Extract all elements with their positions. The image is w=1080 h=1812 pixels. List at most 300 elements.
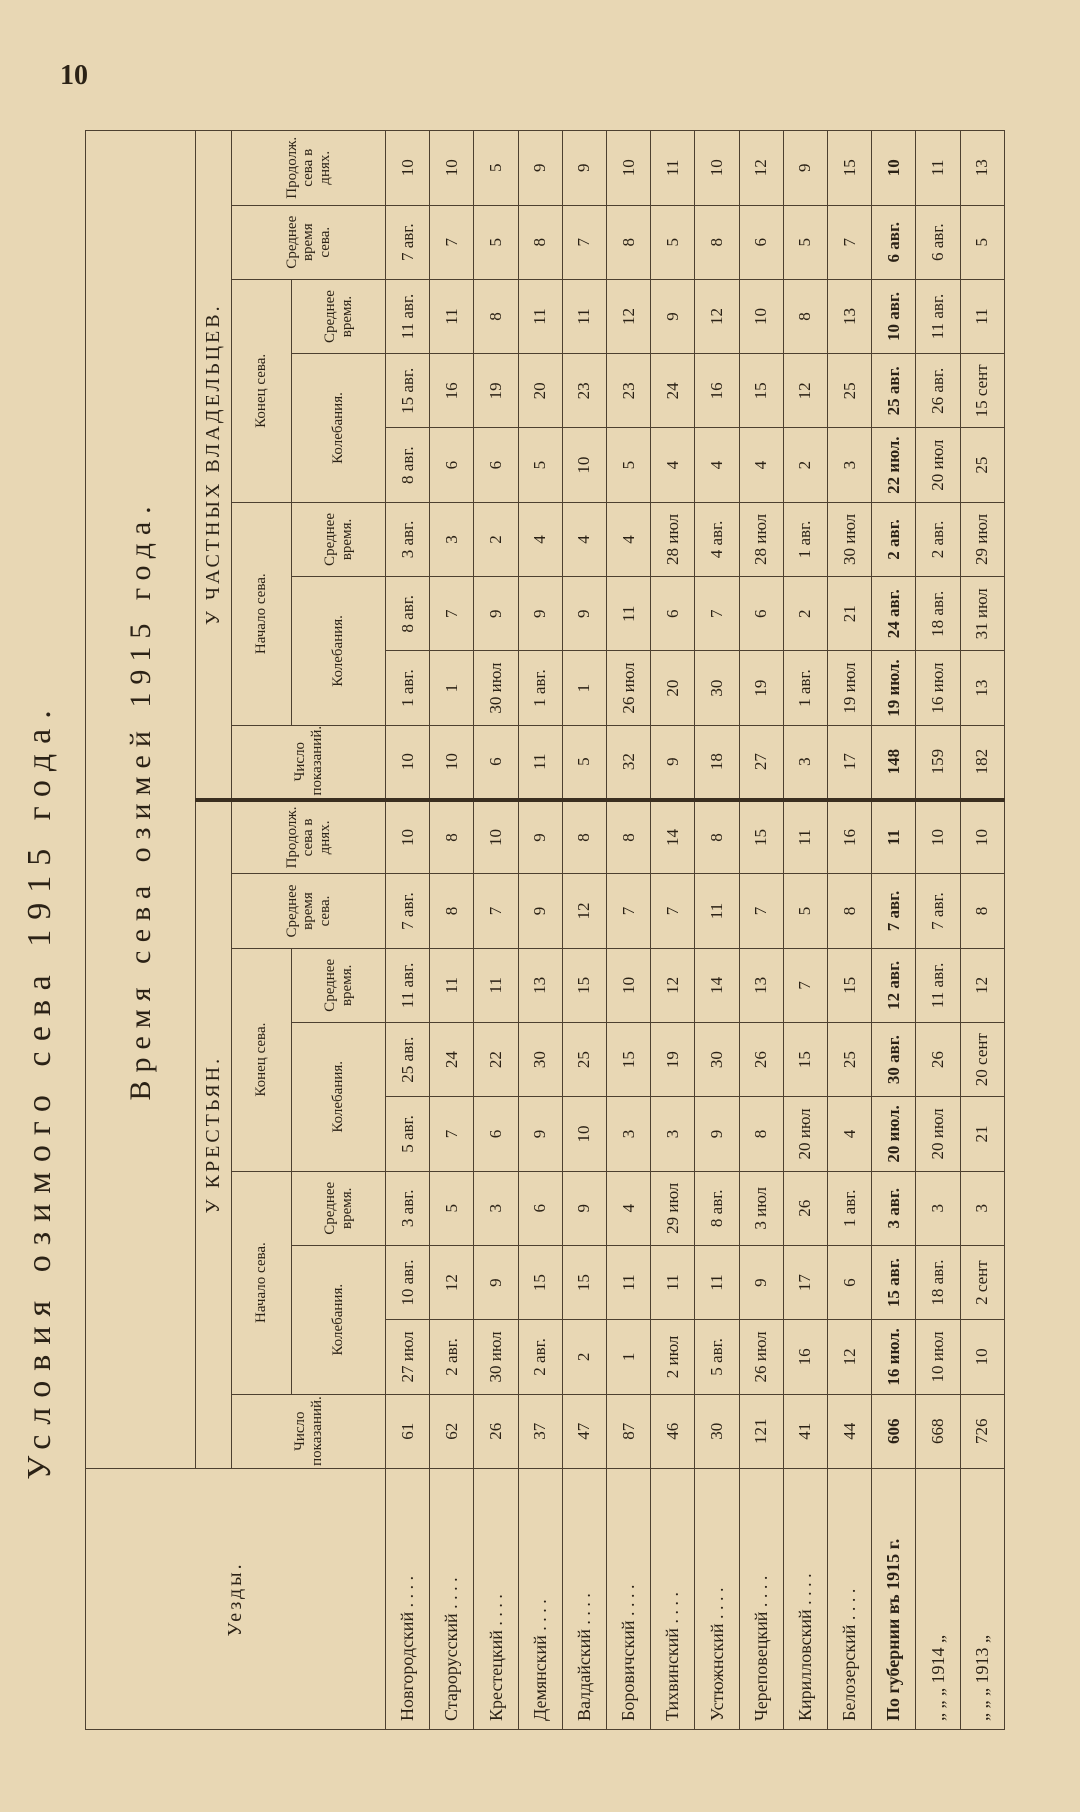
private-cell: 23 xyxy=(562,354,606,428)
private-cell: 6 xyxy=(739,205,783,279)
v-end-avg: Среднее время. xyxy=(292,279,386,353)
private-cell: 3 xyxy=(430,502,474,576)
peasant-cell: 2 авг. xyxy=(430,1320,474,1394)
private-cell: 8 xyxy=(474,279,518,353)
peasant-cell: 30 июл xyxy=(474,1320,518,1394)
private-cell: 10 авг. xyxy=(872,279,916,353)
private-cell: 31 июл xyxy=(960,577,1004,651)
private-cell: 8 xyxy=(783,279,827,353)
private-cell: 20 июл xyxy=(916,428,960,502)
private-cell: 10 xyxy=(386,725,430,799)
peasant-cell: 5 авг. xyxy=(695,1320,739,1394)
peasant-cell: 29 июл xyxy=(651,1171,695,1245)
peasant-cell: 41 xyxy=(783,1394,827,1468)
private-cell: 5 xyxy=(518,428,562,502)
peasant-cell: 7 xyxy=(607,874,651,948)
private-cell: 3 xyxy=(828,428,872,502)
private-cell: 29 июл xyxy=(960,502,1004,576)
private-cell: 4 xyxy=(695,428,739,502)
peasant-cell: 7 xyxy=(430,1097,474,1171)
peasant-cell: 2 xyxy=(562,1320,606,1394)
peasant-cell: 8 xyxy=(828,874,872,948)
peasants-header: У КРЕСТЬЯН. xyxy=(196,800,232,1469)
peasant-cell: 8 xyxy=(695,800,739,874)
private-cell: 182 xyxy=(960,725,1004,799)
private-cell: 11 xyxy=(430,279,474,353)
peasant-cell: 15 xyxy=(562,1245,606,1319)
private-cell: 1 авг. xyxy=(518,651,562,725)
peasant-cell: 10 xyxy=(960,1320,1004,1394)
peasant-cell: 12 xyxy=(562,874,606,948)
peasant-cell: 15 xyxy=(783,1022,827,1096)
table-body xyxy=(386,131,1005,1730)
peasant-cell: 5 xyxy=(783,874,827,948)
district-name: „ „ „ 1914 „ xyxy=(916,1468,960,1729)
private-header: У ЧАСТНЫХ ВЛАДЕЛЬЦЕВ. xyxy=(196,131,232,800)
private-cell: 8 xyxy=(518,205,562,279)
table-row xyxy=(430,131,474,1730)
private-cell: 24 авг. xyxy=(872,577,916,651)
private-cell: 7 xyxy=(430,577,474,651)
p-end-avg: Среднее время. xyxy=(292,948,386,1022)
district-name: Боровичский . . . . xyxy=(607,1468,651,1729)
peasant-cell: 6 xyxy=(518,1171,562,1245)
peasant-cell: 3 xyxy=(960,1171,1004,1245)
table-row xyxy=(651,131,695,1730)
private-cell: 15 сент xyxy=(960,354,1004,428)
private-cell: 9 xyxy=(474,577,518,651)
table-frame xyxy=(85,130,1005,1730)
peasant-cell: 12 xyxy=(651,948,695,1022)
peasant-cell: 9 xyxy=(695,1097,739,1171)
private-cell: 20 xyxy=(518,354,562,428)
private-cell: 9 xyxy=(562,577,606,651)
table-row xyxy=(562,131,606,1730)
peasant-cell: 5 xyxy=(430,1171,474,1245)
peasant-cell: 11 xyxy=(695,1245,739,1319)
peasant-cell: 20 июл xyxy=(916,1097,960,1171)
peasant-cell: 6 xyxy=(828,1245,872,1319)
p-start-fluct: Колебания. xyxy=(292,1245,386,1394)
peasant-cell: 726 xyxy=(960,1394,1004,1468)
table-row xyxy=(386,131,430,1730)
district-name: Валдайский . . . . xyxy=(562,1468,606,1729)
peasant-cell: 10 авг. xyxy=(386,1245,430,1319)
peasant-cell: 7 авг. xyxy=(916,874,960,948)
peasant-cell: 1 авг. xyxy=(828,1171,872,1245)
peasant-cell: 9 xyxy=(562,1171,606,1245)
p-start-header: Начало сева. xyxy=(232,1171,292,1394)
v-avg-sow-header: Среднее время сева. xyxy=(232,205,386,279)
peasant-cell: 3 xyxy=(474,1171,518,1245)
private-cell: 28 июл xyxy=(739,502,783,576)
private-cell: 18 авг. xyxy=(916,577,960,651)
peasant-cell: 15 xyxy=(828,948,872,1022)
peasant-cell: 25 xyxy=(828,1022,872,1096)
private-cell: 3 авг. xyxy=(386,502,430,576)
peasant-cell: 11 авг. xyxy=(916,948,960,1022)
peasant-cell: 6 xyxy=(474,1097,518,1171)
private-cell: 148 xyxy=(872,725,916,799)
peasant-cell: 9 xyxy=(518,874,562,948)
private-cell: 11 авг. xyxy=(916,279,960,353)
peasant-cell: 8 авг. xyxy=(695,1171,739,1245)
main-header: Время сева озимей 1915 года. xyxy=(86,131,196,1469)
peasant-cell: 15 xyxy=(562,948,606,1022)
peasant-cell: 3 авг. xyxy=(872,1171,916,1245)
peasant-cell: 11 xyxy=(430,948,474,1022)
private-cell: 4 xyxy=(739,428,783,502)
private-cell: 30 июл xyxy=(828,502,872,576)
peasant-cell: 11 xyxy=(474,948,518,1022)
private-cell: 17 xyxy=(828,725,872,799)
peasant-cell: 37 xyxy=(518,1394,562,1468)
v-count-header: Число показаний. xyxy=(232,725,386,799)
peasant-cell: 44 xyxy=(828,1394,872,1468)
private-cell: 1 авг. xyxy=(386,651,430,725)
peasant-cell: 13 xyxy=(518,948,562,1022)
private-cell: 9 xyxy=(518,131,562,206)
p-end-header: Конец сева. xyxy=(232,948,292,1171)
private-cell: 10 xyxy=(695,131,739,206)
private-cell: 30 июл xyxy=(474,651,518,725)
peasant-cell: 20 июл xyxy=(783,1097,827,1171)
private-cell: 1 xyxy=(562,651,606,725)
peasant-cell: 16 июл. xyxy=(872,1320,916,1394)
table-row xyxy=(518,131,562,1730)
private-cell: 5 xyxy=(474,131,518,206)
peasant-cell: 4 xyxy=(607,1171,651,1245)
private-cell: 6 xyxy=(474,428,518,502)
peasant-cell: 10 xyxy=(474,800,518,874)
private-cell: 9 xyxy=(518,577,562,651)
private-cell: 7 xyxy=(828,205,872,279)
peasant-cell: 7 xyxy=(651,874,695,948)
peasant-cell: 25 авг. xyxy=(386,1022,430,1096)
rotated-table-wrap xyxy=(85,130,1005,1730)
peasant-cell: 12 авг. xyxy=(872,948,916,1022)
table-row xyxy=(739,131,783,1730)
peasant-cell: 10 июл xyxy=(916,1320,960,1394)
private-cell: 10 xyxy=(430,725,474,799)
private-cell: 13 xyxy=(828,279,872,353)
district-name: Крестецкий . . . . xyxy=(474,1468,518,1729)
private-cell: 23 xyxy=(607,354,651,428)
private-cell: 8 xyxy=(607,205,651,279)
district-name: Кирилловский . . . . xyxy=(783,1468,827,1729)
v-days-header: Продолж. сева в днях. xyxy=(232,131,386,206)
private-cell: 18 xyxy=(695,725,739,799)
peasant-cell: 26 июл xyxy=(739,1320,783,1394)
private-cell: 4 xyxy=(607,502,651,576)
private-cell: 1 xyxy=(430,651,474,725)
p-count-header: Число показаний. xyxy=(232,1394,386,1468)
private-cell: 19 xyxy=(474,354,518,428)
private-cell: 20 xyxy=(651,651,695,725)
private-cell: 5 xyxy=(651,205,695,279)
private-cell: 1 авг. xyxy=(783,651,827,725)
district-name: „ „ „ 1913 „ xyxy=(960,1468,1004,1729)
district-name: Устюжнский . . . . xyxy=(695,1468,739,1729)
table-row xyxy=(695,131,739,1730)
peasant-cell: 7 авг. xyxy=(386,874,430,948)
peasant-cell: 3 xyxy=(607,1097,651,1171)
peasant-cell: 8 xyxy=(562,800,606,874)
private-cell: 2 xyxy=(474,502,518,576)
district-name: Белозерский . . . . xyxy=(828,1468,872,1729)
private-cell: 32 xyxy=(607,725,651,799)
private-cell: 4 xyxy=(562,502,606,576)
private-cell: 12 xyxy=(783,354,827,428)
peasant-cell: 12 xyxy=(960,948,1004,1022)
p-start-avg: Среднее время. xyxy=(292,1171,386,1245)
district-name: Старорусский . . . . xyxy=(430,1468,474,1729)
peasant-cell: 20 сент xyxy=(960,1022,1004,1096)
peasant-cell: 11 xyxy=(607,1245,651,1319)
private-cell: 12 xyxy=(739,131,783,206)
peasant-cell: 30 xyxy=(518,1022,562,1096)
private-cell: 2 xyxy=(783,577,827,651)
peasant-cell: 7 авг. xyxy=(872,874,916,948)
district-name: Тихвинский . . . . xyxy=(651,1468,695,1729)
peasant-cell: 2 сент xyxy=(960,1245,1004,1319)
v-end-header: Конец сева. xyxy=(232,279,292,502)
peasant-cell: 15 xyxy=(607,1022,651,1096)
v-start-fluct: Колебания. xyxy=(292,577,386,726)
private-cell: 7 xyxy=(562,205,606,279)
private-cell: 15 xyxy=(828,131,872,206)
p-days-header: Продолж. сева в днях. xyxy=(232,800,386,874)
peasant-cell: 27 июл xyxy=(386,1320,430,1394)
peasant-cell: 8 xyxy=(430,874,474,948)
peasant-cell: 3 xyxy=(916,1171,960,1245)
private-cell: 2 авг. xyxy=(916,502,960,576)
table-row xyxy=(916,131,960,1730)
private-cell: 10 xyxy=(872,131,916,206)
peasant-cell: 24 xyxy=(430,1022,474,1096)
peasant-cell: 15 xyxy=(739,800,783,874)
private-cell: 8 xyxy=(695,205,739,279)
peasant-cell: 7 xyxy=(474,874,518,948)
peasant-cell: 10 xyxy=(916,800,960,874)
private-cell: 4 авг. xyxy=(695,502,739,576)
private-cell: 6 авг. xyxy=(872,205,916,279)
private-cell: 6 xyxy=(739,577,783,651)
private-cell: 3 xyxy=(783,725,827,799)
private-cell: 25 xyxy=(828,354,872,428)
private-cell: 6 авг. xyxy=(916,205,960,279)
side-title-text: Условия озимого сева 1915 года. xyxy=(21,700,58,1480)
private-cell: 7 авг. xyxy=(386,205,430,279)
private-cell: 9 xyxy=(783,131,827,206)
private-cell: 5 xyxy=(562,725,606,799)
peasant-cell: 11 xyxy=(783,800,827,874)
peasant-cell: 8 xyxy=(739,1097,783,1171)
peasant-cell: 11 xyxy=(695,874,739,948)
private-cell: 25 xyxy=(960,428,1004,502)
private-cell: 19 xyxy=(739,651,783,725)
private-cell: 5 xyxy=(607,428,651,502)
peasant-cell: 7 xyxy=(739,874,783,948)
private-cell: 13 xyxy=(960,651,1004,725)
v-end-fluct: Колебания. xyxy=(292,354,386,503)
private-cell: 9 xyxy=(651,279,695,353)
peasant-cell: 61 xyxy=(386,1394,430,1468)
district-name: По губернии въ 1915 г. xyxy=(872,1468,916,1729)
private-cell: 21 xyxy=(828,577,872,651)
peasant-cell: 121 xyxy=(739,1394,783,1468)
private-cell: 10 xyxy=(562,428,606,502)
private-cell: 22 июл. xyxy=(872,428,916,502)
district-name: Новгородский . . . . xyxy=(386,1468,430,1729)
private-cell: 159 xyxy=(916,725,960,799)
table-row xyxy=(607,131,651,1730)
private-cell: 11 xyxy=(916,131,960,206)
peasant-cell: 2 авг. xyxy=(518,1320,562,1394)
peasant-cell: 10 xyxy=(607,948,651,1022)
private-cell: 2 авг. xyxy=(872,502,916,576)
table-row xyxy=(828,131,872,1730)
peasant-cell: 3 июл xyxy=(739,1171,783,1245)
private-cell: 11 xyxy=(518,725,562,799)
sowing-time-table xyxy=(85,130,1005,1730)
private-cell: 25 авг. xyxy=(872,354,916,428)
peasant-cell: 30 авг. xyxy=(872,1022,916,1096)
private-cell: 4 xyxy=(518,502,562,576)
private-cell: 8 авг. xyxy=(386,577,430,651)
page-number: 10 xyxy=(60,60,88,91)
private-cell: 4 xyxy=(651,428,695,502)
side-title xyxy=(0,0,80,1812)
private-cell: 30 xyxy=(695,651,739,725)
peasant-cell: 9 xyxy=(518,800,562,874)
private-cell: 26 июл xyxy=(607,651,651,725)
private-cell: 19 июл. xyxy=(872,651,916,725)
peasant-cell: 4 xyxy=(828,1097,872,1171)
peasant-cell: 26 xyxy=(739,1022,783,1096)
peasant-cell: 10 xyxy=(386,800,430,874)
peasant-cell: 17 xyxy=(783,1245,827,1319)
peasant-cell: 8 xyxy=(607,800,651,874)
table-row xyxy=(474,131,518,1730)
peasant-cell: 47 xyxy=(562,1394,606,1468)
private-cell: 9 xyxy=(562,131,606,206)
peasant-cell: 62 xyxy=(430,1394,474,1468)
peasant-cell: 15 xyxy=(518,1245,562,1319)
private-cell: 6 xyxy=(430,428,474,502)
peasant-cell: 26 xyxy=(474,1394,518,1468)
private-cell: 24 xyxy=(651,354,695,428)
private-cell: 5 xyxy=(960,205,1004,279)
private-cell: 19 июл xyxy=(828,651,872,725)
private-cell: 11 xyxy=(518,279,562,353)
peasant-cell: 11 xyxy=(872,800,916,874)
peasant-cell: 668 xyxy=(916,1394,960,1468)
peasant-cell: 20 июл. xyxy=(872,1097,916,1171)
peasant-cell: 606 xyxy=(872,1394,916,1468)
peasant-cell: 26 xyxy=(916,1022,960,1096)
private-cell: 13 xyxy=(960,131,1004,206)
p-end-fluct: Колебания. xyxy=(292,1022,386,1171)
peasant-cell: 87 xyxy=(607,1394,651,1468)
private-cell: 16 xyxy=(430,354,474,428)
peasant-cell: 10 xyxy=(960,800,1004,874)
private-cell: 10 xyxy=(430,131,474,206)
private-cell: 8 авг. xyxy=(386,428,430,502)
private-cell: 10 xyxy=(739,279,783,353)
private-cell: 6 xyxy=(474,725,518,799)
peasant-cell: 11 xyxy=(651,1245,695,1319)
peasant-cell: 25 xyxy=(562,1022,606,1096)
peasant-cell: 15 авг. xyxy=(872,1245,916,1319)
private-cell: 11 xyxy=(960,279,1004,353)
peasant-cell: 1 xyxy=(607,1320,651,1394)
private-cell: 11 xyxy=(607,577,651,651)
peasant-cell: 3 xyxy=(651,1097,695,1171)
table-row xyxy=(872,131,916,1730)
peasant-cell: 16 xyxy=(783,1320,827,1394)
private-cell: 7 xyxy=(695,577,739,651)
peasant-cell: 11 авг. xyxy=(386,948,430,1022)
v-start-header: Начало сева. xyxy=(232,502,292,725)
peasant-cell: 26 xyxy=(783,1171,827,1245)
v-start-avg: Среднее время. xyxy=(292,502,386,576)
peasant-cell: 9 xyxy=(518,1097,562,1171)
private-cell: 15 авг. xyxy=(386,354,430,428)
private-cell: 11 xyxy=(562,279,606,353)
peasant-cell: 7 xyxy=(783,948,827,1022)
private-cell: 12 xyxy=(607,279,651,353)
private-cell: 7 xyxy=(430,205,474,279)
peasant-cell: 13 xyxy=(739,948,783,1022)
peasant-cell: 19 xyxy=(651,1022,695,1096)
peasant-cell: 9 xyxy=(739,1245,783,1319)
p-avg-sow-header: Среднее время сева. xyxy=(232,874,386,948)
private-cell: 26 авг. xyxy=(916,354,960,428)
peasant-cell: 14 xyxy=(651,800,695,874)
private-cell: 12 xyxy=(695,279,739,353)
peasant-cell: 46 xyxy=(651,1394,695,1468)
private-cell: 9 xyxy=(651,725,695,799)
peasant-cell: 12 xyxy=(828,1320,872,1394)
private-cell: 6 xyxy=(651,577,695,651)
private-cell: 11 авг. xyxy=(386,279,430,353)
peasant-cell: 18 авг. xyxy=(916,1245,960,1319)
private-cell: 28 июл xyxy=(651,502,695,576)
peasant-cell: 14 xyxy=(695,948,739,1022)
district-name: Демянский . . . . xyxy=(518,1468,562,1729)
private-cell: 16 июл xyxy=(916,651,960,725)
peasant-cell: 22 xyxy=(474,1022,518,1096)
private-cell: 15 xyxy=(739,354,783,428)
private-cell: 10 xyxy=(607,131,651,206)
table-row xyxy=(783,131,827,1730)
peasant-cell: 8 xyxy=(430,800,474,874)
private-cell: 27 xyxy=(739,725,783,799)
private-cell: 1 авг. xyxy=(783,502,827,576)
peasant-cell: 30 xyxy=(695,1394,739,1468)
peasant-cell: 9 xyxy=(474,1245,518,1319)
private-cell: 10 xyxy=(386,131,430,206)
private-cell: 16 xyxy=(695,354,739,428)
district-name: Череповецкий . . . . xyxy=(739,1468,783,1729)
peasant-cell: 2 июл xyxy=(651,1320,695,1394)
peasant-cell: 12 xyxy=(430,1245,474,1319)
districts-header: Уезды. xyxy=(86,1468,386,1729)
peasant-cell: 10 xyxy=(562,1097,606,1171)
peasant-cell: 21 xyxy=(960,1097,1004,1171)
peasant-cell: 16 xyxy=(828,800,872,874)
